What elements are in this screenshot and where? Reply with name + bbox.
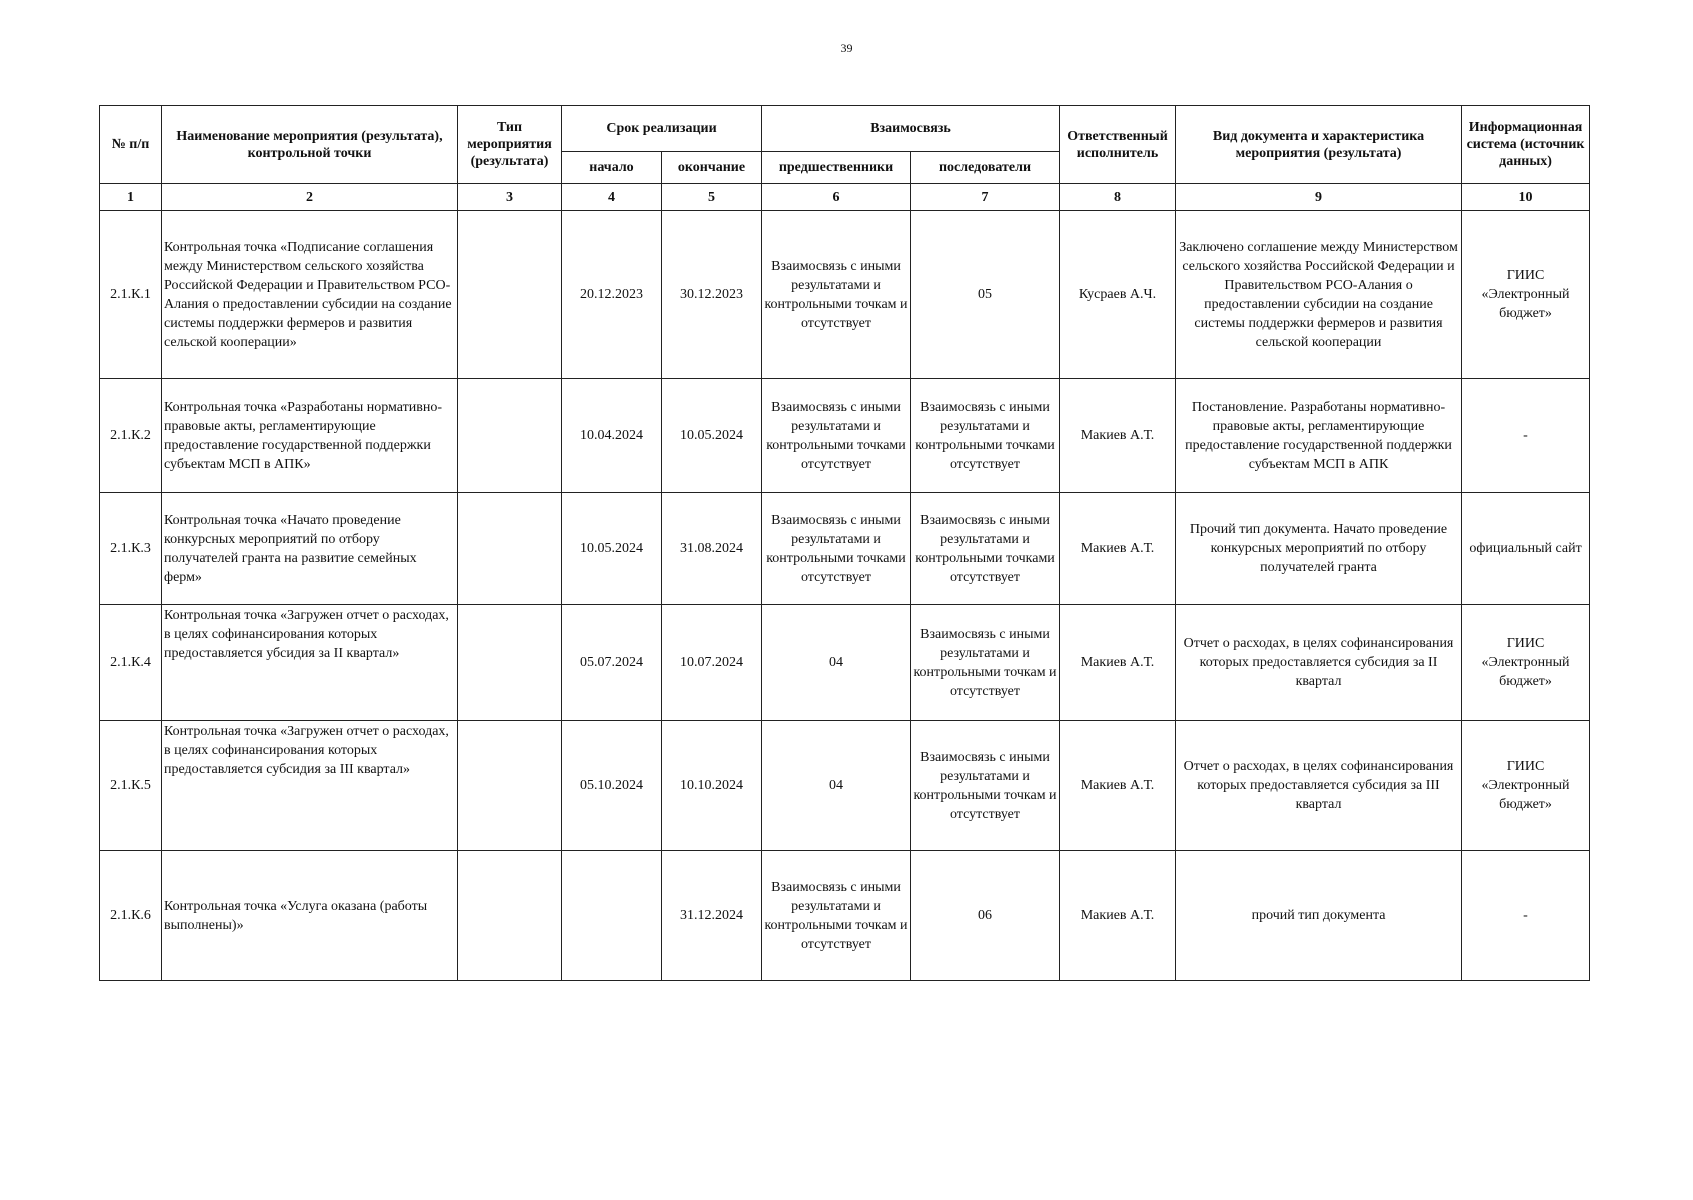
column-number: 4 [562, 184, 662, 211]
row-prev: Взаимосвязь с иными результатами и контрольными точкам и отсутствует [762, 211, 911, 379]
column-number: 9 [1176, 184, 1462, 211]
column-number: 6 [762, 184, 911, 211]
row-type [458, 721, 562, 851]
row-start: 20.12.2023 [562, 211, 662, 379]
row-responsible: Кусраев А.Ч. [1060, 211, 1176, 379]
header-link: Взаимосвязь [762, 106, 1060, 152]
table-row [100, 379, 1590, 493]
table-row [100, 851, 1590, 981]
table-row [100, 605, 1590, 721]
row-start [562, 851, 662, 981]
row-next: 06 [911, 851, 1060, 981]
column-number: 1 [100, 184, 162, 211]
row-doc: Отчет о расходах, в целях софинансирования которых предоставляется субсидия за III квартал [1176, 721, 1462, 851]
column-number: 8 [1060, 184, 1176, 211]
row-name: Контрольная точка «Услуга оказана (работы выполнены)» [162, 851, 458, 981]
row-type [458, 605, 562, 721]
column-number: 10 [1462, 184, 1590, 211]
row-prev: Взаимосвязь с иными результатами и контрольными точками отсутствует [762, 379, 911, 493]
header-term-end: окончание [662, 152, 762, 184]
column-number-row [100, 184, 1590, 211]
row-responsible: Макиев А.Т. [1060, 721, 1176, 851]
header-num: № п/п [100, 106, 162, 184]
control-points-table [99, 105, 1590, 981]
header-term: Срок реализации [562, 106, 762, 152]
row-doc: Отчет о расходах, в целях софинансирования которых предоставляется субсидия за II квартал [1176, 605, 1462, 721]
table-row [100, 211, 1590, 379]
table-row [100, 493, 1590, 605]
row-next: Взаимосвязь с иными результатами и контрольными точкам и отсутствует [911, 605, 1060, 721]
row-responsible: Макиев А.Т. [1060, 605, 1176, 721]
header-type: Тип мероприятия (результата) [458, 106, 562, 184]
row-next: Взаимосвязь с иными результатами и контрольными точками отсутствует [911, 493, 1060, 605]
row-num: 2.1.К.3 [100, 493, 162, 605]
row-end: 31.08.2024 [662, 493, 762, 605]
row-type [458, 379, 562, 493]
row-type [458, 211, 562, 379]
row-next: Взаимосвязь с иными результатами и контрольными точкам и отсутствует [911, 721, 1060, 851]
row-infosys: официальный сайт [1462, 493, 1590, 605]
row-name: Контрольная точка «Разработаны нормативно-правовые акты, регламентирующие предоставление государственной поддержки субъектам МСП в АПК» [162, 379, 458, 493]
row-start: 10.05.2024 [562, 493, 662, 605]
row-end: 31.12.2024 [662, 851, 762, 981]
row-num: 2.1.К.4 [100, 605, 162, 721]
row-responsible: Макиев А.Т. [1060, 379, 1176, 493]
row-num: 2.1.К.1 [100, 211, 162, 379]
row-start: 05.07.2024 [562, 605, 662, 721]
row-infosys: - [1462, 379, 1590, 493]
row-name: Контрольная точка «Загружен отчет о расходах, в целях софинансирования которых предоставляется убсидия за II квартал» [162, 605, 458, 721]
row-prev: 04 [762, 721, 911, 851]
row-name: Контрольная точка «Загружен отчет о расходах, в целях софинансирования которых предоставляется субсидия за III квартал» [162, 721, 458, 851]
row-num: 2.1.К.6 [100, 851, 162, 981]
row-infosys: ГИИС «Электронный бюджет» [1462, 211, 1590, 379]
row-type [458, 493, 562, 605]
row-name: Контрольная точка «Подписание соглашения между Министерством сельского хозяйства Российской Федерации и Правительством РСО-Алания о предоставлении субсидии на создание системы поддержки фермеров и развития сельской кооперации» [162, 211, 458, 379]
header-link-prev: предшественники [762, 152, 911, 184]
header-responsible: Ответственный исполнитель [1060, 106, 1176, 184]
row-name: Контрольная точка «Начато проведение конкурсных мероприятий по отбору получателей гранта на развитие семейных ферм» [162, 493, 458, 605]
header-doc: Вид документа и характеристика мероприятия (результата) [1176, 106, 1462, 184]
row-type [458, 851, 562, 981]
row-responsible: Макиев А.Т. [1060, 851, 1176, 981]
row-responsible: Макиев А.Т. [1060, 493, 1176, 605]
row-doc: Постановление. Разработаны нормативно-правовые акты, регламентирующие предоставление государственной поддержки субъектам МСП в АПК [1176, 379, 1462, 493]
row-prev: Взаимосвязь с иными результатами и контрольными точкам и отсутствует [762, 851, 911, 981]
row-end: 10.10.2024 [662, 721, 762, 851]
header-row-top [100, 106, 1590, 152]
table-row [100, 721, 1590, 851]
row-prev: Взаимосвязь с иными результатами и контрольными точками отсутствует [762, 493, 911, 605]
row-end: 10.07.2024 [662, 605, 762, 721]
page-number: 39 [840, 41, 853, 55]
column-number: 5 [662, 184, 762, 211]
row-next: Взаимосвязь с иными результатами и контрольными точками отсутствует [911, 379, 1060, 493]
column-number: 7 [911, 184, 1060, 211]
row-prev: 04 [762, 605, 911, 721]
row-end: 30.12.2023 [662, 211, 762, 379]
row-infosys: - [1462, 851, 1590, 981]
header-infosys: Информационная система (источник данных) [1462, 106, 1590, 184]
row-start: 10.04.2024 [562, 379, 662, 493]
header-term-start: начало [562, 152, 662, 184]
column-number: 2 [162, 184, 458, 211]
row-num: 2.1.К.5 [100, 721, 162, 851]
row-num: 2.1.К.2 [100, 379, 162, 493]
row-end: 10.05.2024 [662, 379, 762, 493]
row-infosys: ГИИС «Электронный бюджет» [1462, 721, 1590, 851]
row-doc: Прочий тип документа. Начато проведение конкурсных мероприятий по отбору получателей гранта [1176, 493, 1462, 605]
row-doc: прочий тип документа [1176, 851, 1462, 981]
row-doc: Заключено соглашение между Министерством сельского хозяйства Российской Федерации и Правительством РСО-Алания о предоставлении субсидии на создание системы поддержки фермеров и развития сельской кооперации [1176, 211, 1462, 379]
row-next: 05 [911, 211, 1060, 379]
header-link-next: последователи [911, 152, 1060, 184]
row-infosys: ГИИС «Электронный бюджет» [1462, 605, 1590, 721]
header-name: Наименование мероприятия (результата), контрольной точки [162, 106, 458, 184]
column-number: 3 [458, 184, 562, 211]
row-start: 05.10.2024 [562, 721, 662, 851]
